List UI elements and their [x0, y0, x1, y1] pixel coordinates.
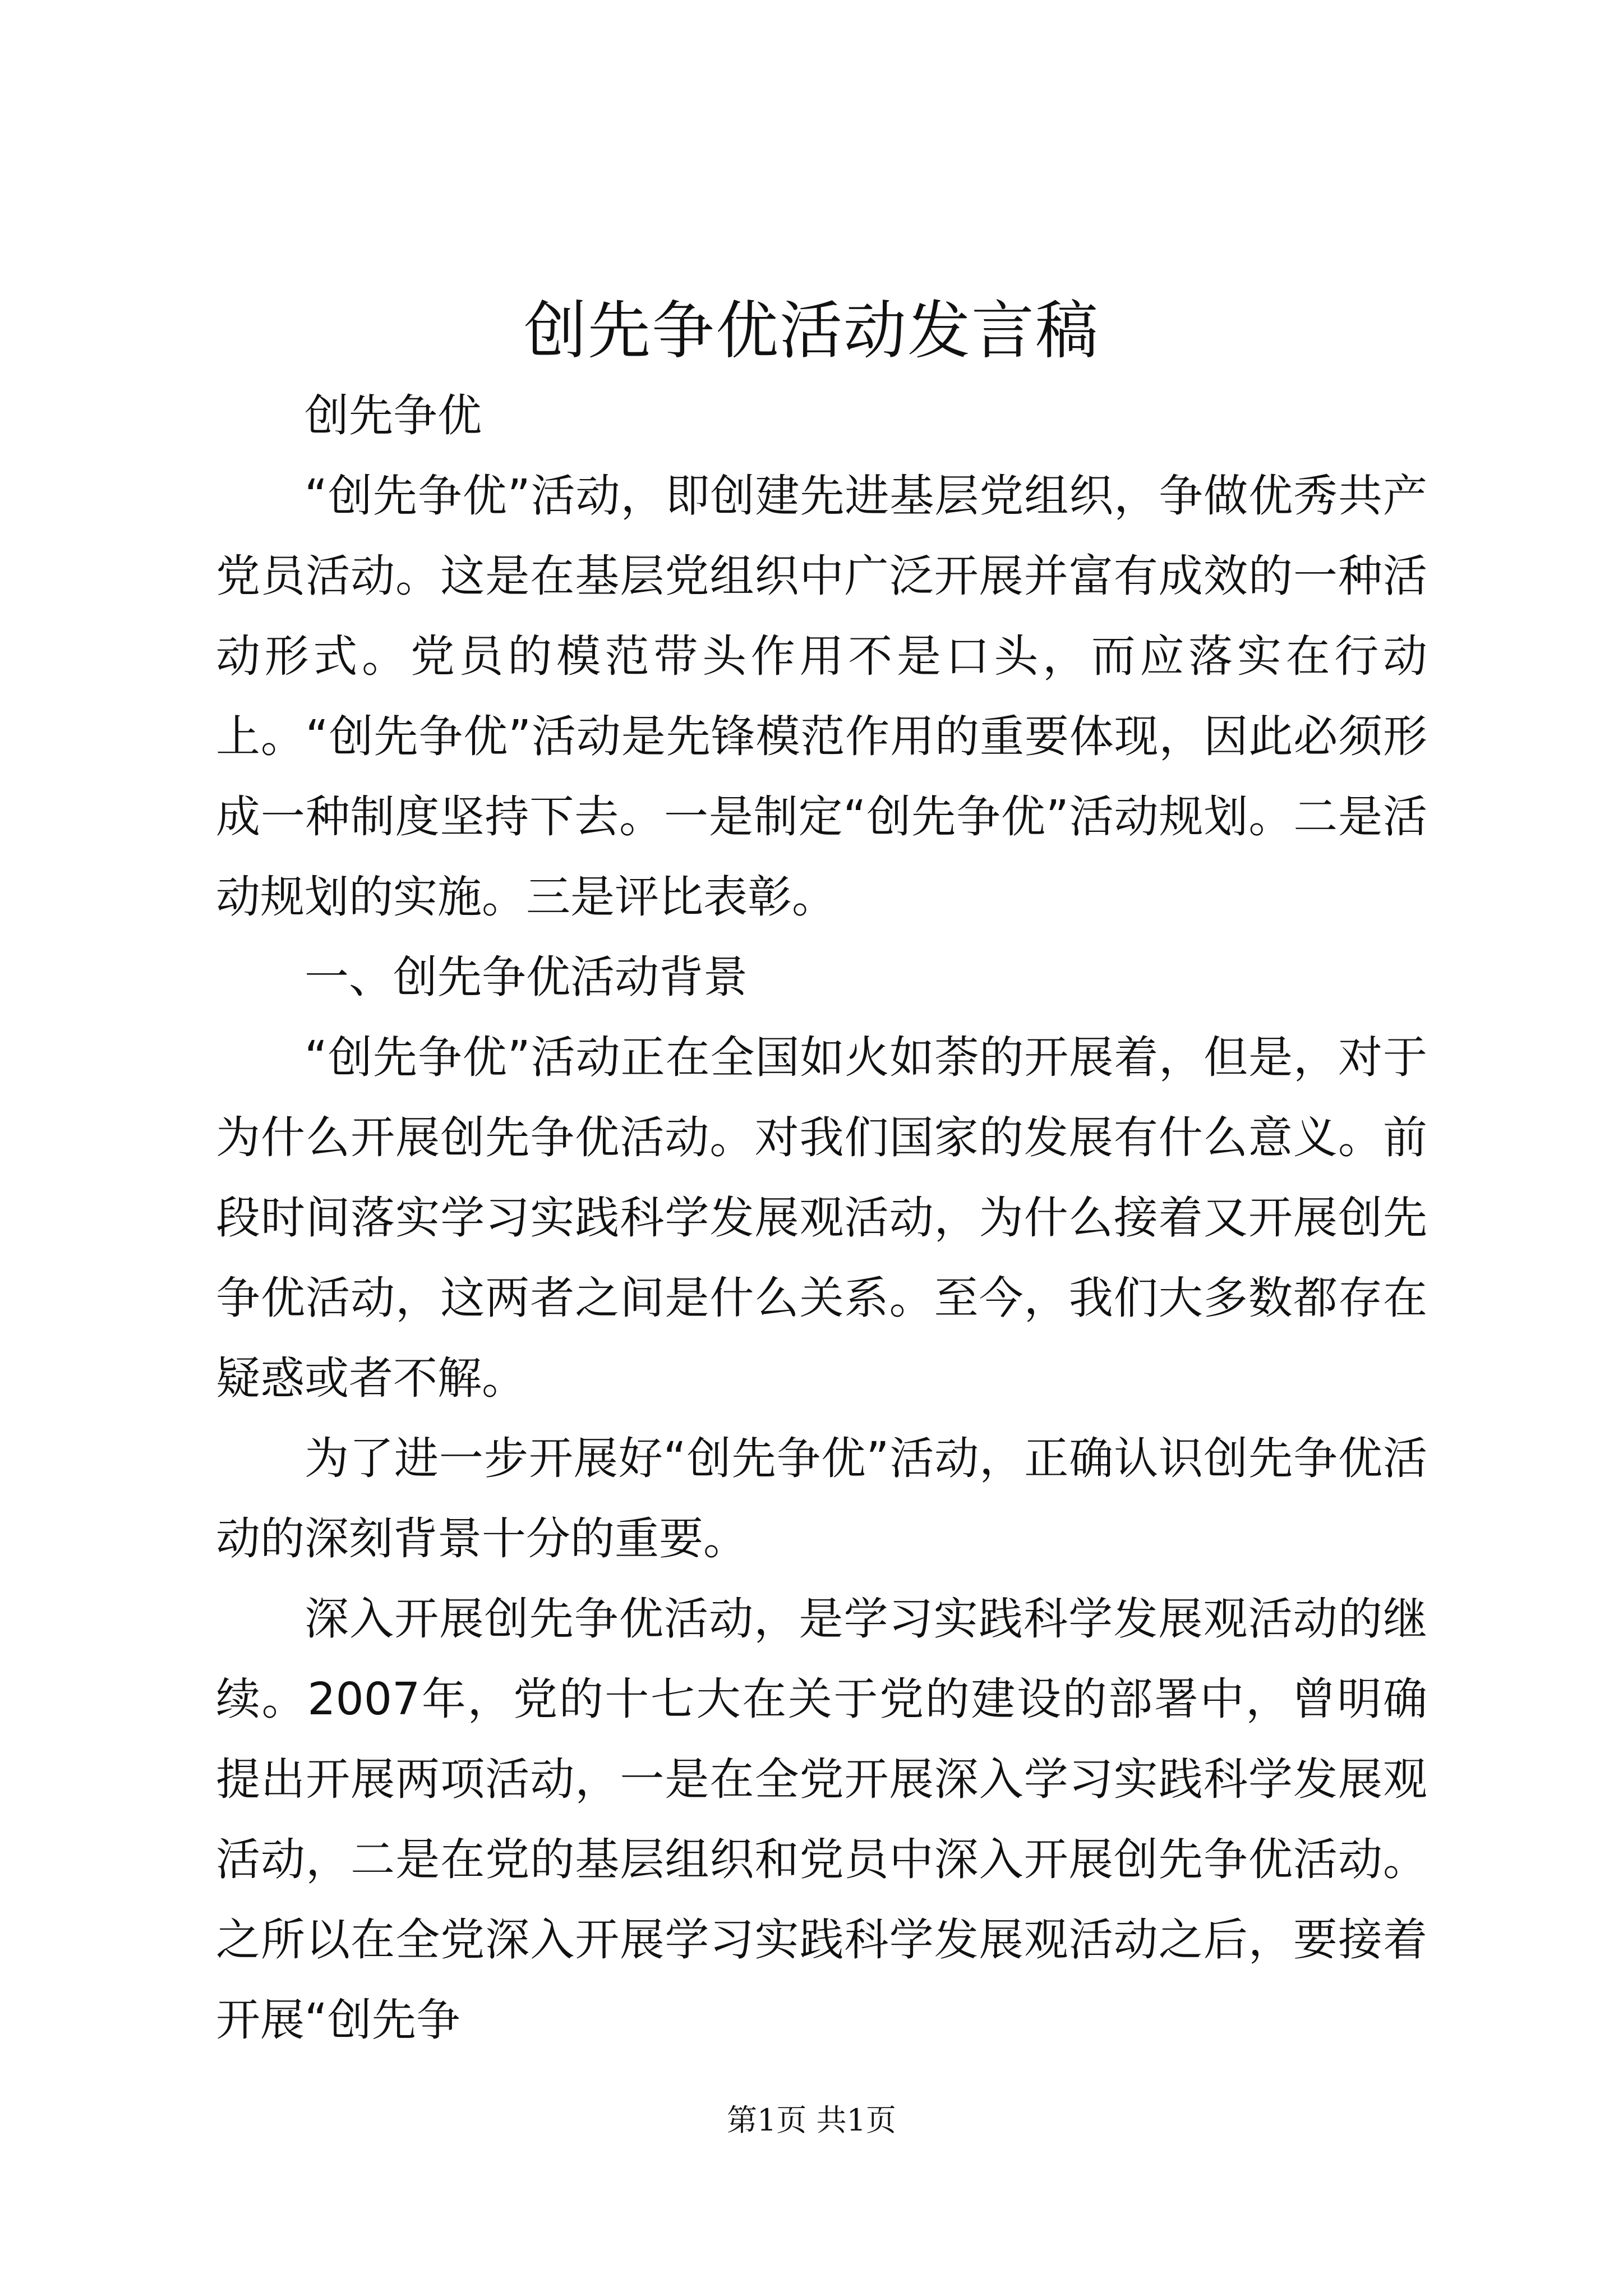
page-footer: 第1页 共1页 [727, 2102, 896, 2138]
paragraph-importance: 为了进一步开展好“创先争优”活动，正确认识创先争优活动的深刻背景十分的重要。 [216, 1433, 1427, 1565]
section-heading: 一、创先争优活动背景 [305, 951, 748, 1003]
document-body [216, 376, 1427, 2060]
document-title: 创先争优活动发言稿 [524, 295, 1099, 367]
paragraph-subtitle: 创先争优 [305, 390, 482, 441]
paragraph-continuation: 深入开展创先争优活动，是学习实践科学发展观活动的继续。2007年，党的十七大在关于党的建设的部署中，曾明确提出开展两项活动，一是在全党开展深入学习实践科学发展观活动，二是在党的基层组织和党员中深入开展创先争优活动。之所以在全党深入开展学习实践科学发展观活动之后，要接着开展“创先争 [216, 1593, 1427, 2046]
paragraph-background: “创先争优”活动正在全国如火如荼的开展着，但是，对于为什么开展创先争优活动。对我们国家的发展有什么意义。前段时间落实学习实践科学发展观活动，为什么接着又开展创先争优活动，这两者之间是什么关系。至今，我们大多数都存在疑惑或者不解。 [216, 1032, 1427, 1404]
paragraph-intro: “创先争优”活动，即创建先进基层党组织，争做优秀共产党员活动。这是在基层党组织中广泛开展并富有成效的一种活动形式。党员的模范带头作用不是口头，而应落实在行动上。“创先争优”活动是先锋模范作用的重要体现，因此必须形成一种制度坚持下去。一是制定“创先争优”活动规划。二是活动规划的实施。三是评比表彰。 [216, 470, 1427, 923]
